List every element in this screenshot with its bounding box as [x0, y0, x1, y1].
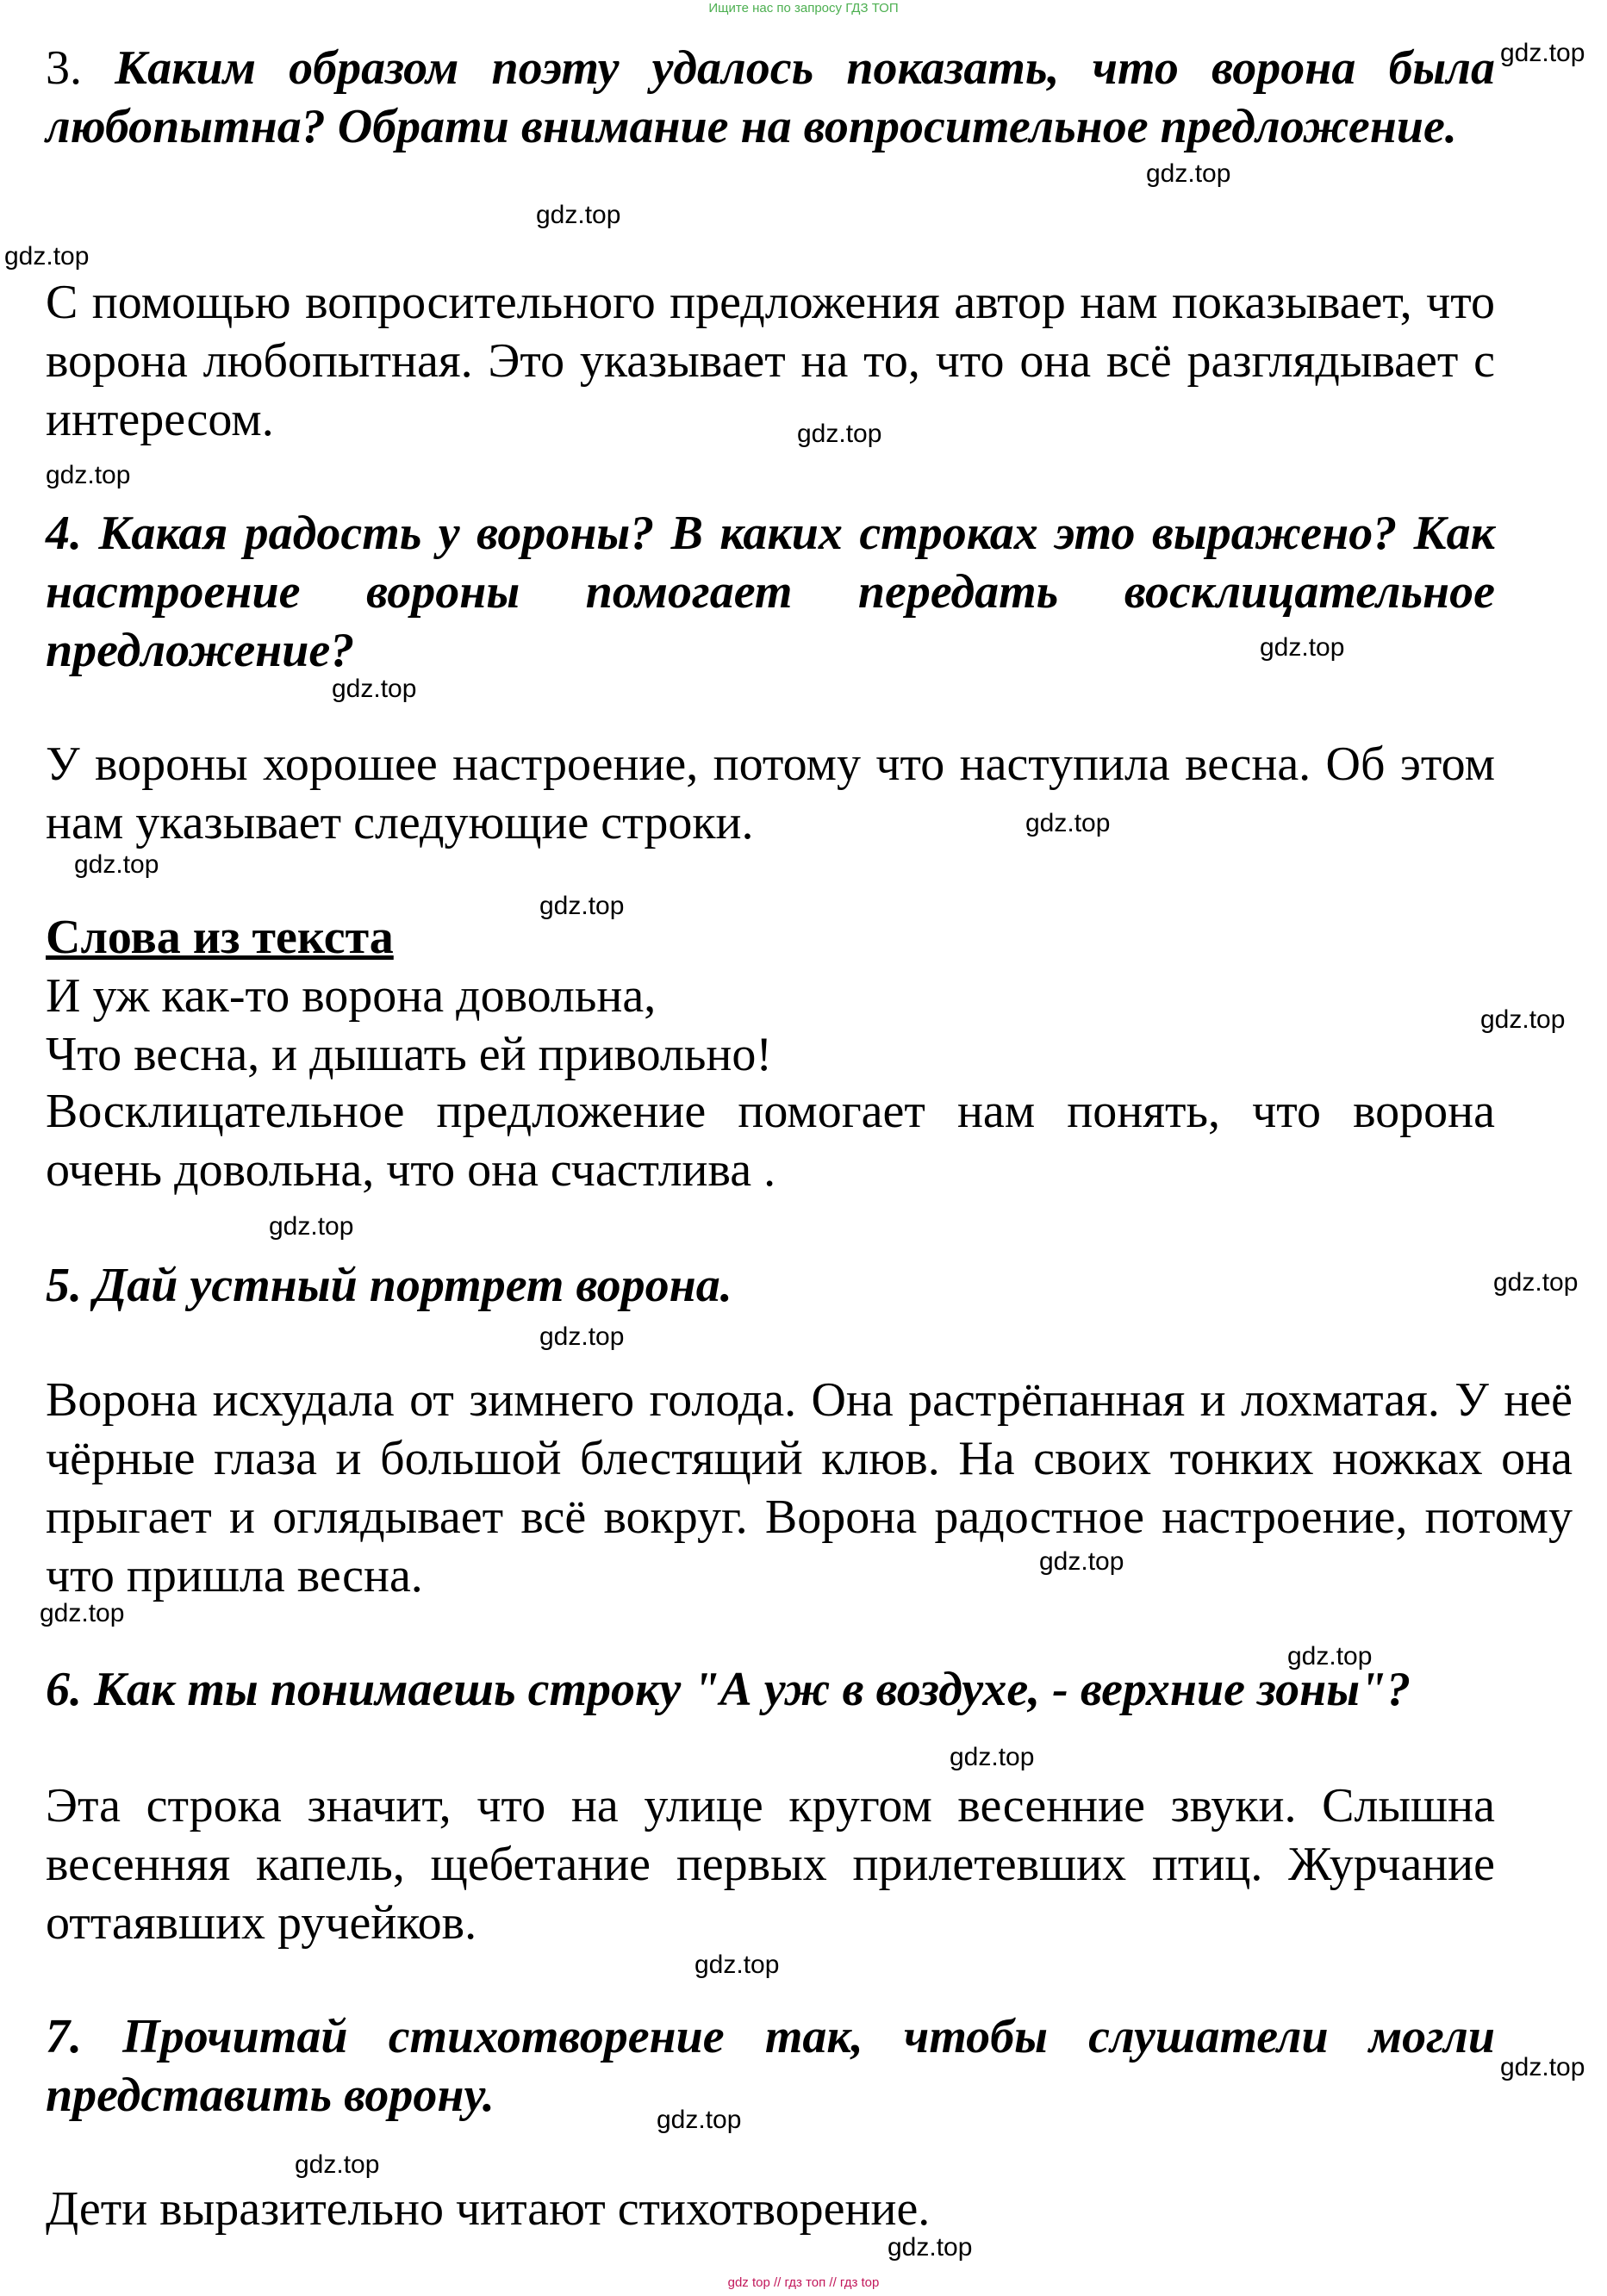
watermark: gdz.top: [4, 242, 90, 271]
watermark: gdz.top: [950, 1743, 1035, 1771]
question-5: 5. Дай устный портрет ворона.: [46, 1259, 732, 1312]
watermark: gdz.top: [1500, 39, 1585, 67]
answer-7: Дети выразительно читают стихотворение.: [46, 2182, 931, 2236]
watermark: gdz.top: [888, 2233, 973, 2262]
watermark: gdz.top: [46, 461, 131, 489]
question-6: 6. Как ты понимаешь строку "А уж в воздухе, - верхние зоны"?: [46, 1663, 1411, 1716]
watermark: gdz.top: [1260, 633, 1345, 662]
answer-4: У вороны хорошее настроение, потому что наступила весна. Об этом нам указывает следующие строки.: [46, 737, 1495, 849]
watermark: gdz.top: [536, 201, 621, 229]
exclamation-explanation: Восклицательное предложение помогает нам понять, что ворона очень довольна, что она счастлива .: [46, 1085, 1495, 1197]
quote-line-2: Что весна, и дышать ей привольно!: [46, 1028, 772, 1081]
quote-line-1: И уж как-то ворона довольна,: [46, 969, 657, 1023]
watermark: gdz.top: [1500, 2053, 1585, 2081]
question-3-text: Каким образом поэту удалось показать, что ворона была любопытна? Обрати внимание на вопросительное предложение.: [46, 41, 1495, 153]
answer-3: С помощью вопросительного предложения автор нам показывает, что ворона любопытная. Это указывает на то, что она всё разглядывает с интересом.: [46, 276, 1495, 446]
quote-heading: Слова из текста: [46, 911, 394, 964]
quote-block: [46, 908, 1495, 1084]
watermark: gdz.top: [539, 892, 625, 920]
watermark: gdz.top: [1039, 1547, 1124, 1576]
question-7: 7. Прочитай стихотворение так, чтобы слушатели могли представить ворону.: [46, 2010, 1495, 2122]
watermark: gdz.top: [1287, 1642, 1373, 1671]
watermark: gdz.top: [1493, 1268, 1579, 1297]
question-4: 4. Какая радость у вороны? В каких строках это выражено? Как настроение вороны помогает передать восклицательное предложение?: [46, 507, 1495, 677]
watermark: gdz.top: [797, 420, 882, 448]
watermark: gdz.top: [40, 1599, 125, 1627]
watermark: gdz.top: [694, 1951, 780, 1979]
watermark: gdz.top: [295, 2150, 380, 2179]
watermark: gdz.top: [269, 1212, 354, 1241]
header-search-note: Ищите нас по запросу ГДЗ ТОП: [708, 1, 899, 16]
footer-note: gdz top // гдз топ // гдз top: [727, 2275, 880, 2290]
question-3-number: 3.: [46, 41, 82, 95]
answer-5: Ворона исхудала от зимнего голода. Она растрёпанная и лохматая. У неё чёрные глаза и большой блестящий клюв. На своих тонких ножках она прыгает и оглядывает всё вокруг. Ворона радостное настроение, потому что пришла весна.: [46, 1373, 1573, 1602]
watermark: gdz.top: [1146, 159, 1231, 188]
watermark: gdz.top: [332, 675, 417, 703]
watermark: gdz.top: [1480, 1005, 1566, 1034]
watermark: gdz.top: [1025, 809, 1111, 837]
watermark: gdz.top: [657, 2106, 742, 2134]
watermark: gdz.top: [74, 850, 159, 879]
answer-6: Эта строка значит, что на улице кругом весенние звуки. Слышна весенняя капель, щебетание первых прилетевших птиц. Журчание оттаявших ручейков.: [46, 1779, 1495, 1950]
watermark: gdz.top: [539, 1322, 625, 1351]
question-3: [46, 39, 1495, 156]
